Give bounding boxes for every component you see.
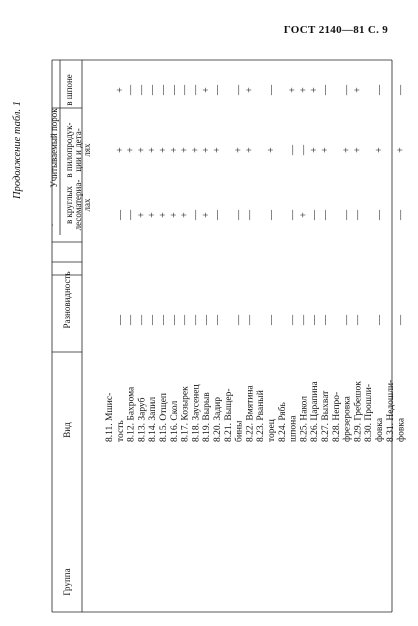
round-mark: — — [320, 210, 331, 220]
round-mark: — — [212, 210, 223, 220]
veneer-mark: — — [341, 85, 353, 95]
sawn-mark: + — [374, 147, 385, 153]
veneer-mark: + — [298, 87, 310, 93]
row-label: 8.23. Рваный — [256, 390, 267, 442]
row-label: 8.25. Накол — [299, 396, 310, 442]
veneer-mark: + — [201, 87, 213, 93]
row-label: 8.11. Мшис- — [105, 392, 115, 442]
row-label: 8.12. Бахрома — [126, 386, 137, 442]
sawn-mark: — — [287, 145, 299, 155]
variety-mark: — — [168, 315, 180, 325]
sawn-mark: + — [320, 147, 331, 153]
round-mark: + — [179, 212, 191, 218]
round-mark: + — [298, 212, 310, 218]
row-label: фовка — [396, 417, 407, 442]
variety-mark: — — [244, 315, 256, 325]
veneer-mark: + — [114, 87, 126, 93]
row-label: фовка — [375, 417, 385, 442]
veneer-mark: — — [125, 85, 137, 95]
round-mark: — — [125, 210, 137, 220]
sawn-mark: + — [158, 147, 169, 153]
page-header: ГОСТ 2140—81 С. 9 — [283, 24, 388, 36]
round-header-line: в круглых — [64, 185, 74, 225]
round-mark: — — [114, 210, 126, 220]
variety-mark: — — [298, 315, 310, 325]
row-label: 8.31. Недошли- — [385, 379, 396, 442]
veneer-mark: — — [233, 85, 245, 95]
variety-mark: — — [114, 315, 126, 325]
row-label: 8.15. Отщеп — [159, 392, 169, 442]
row-label: 8.21. Выщер- — [223, 388, 234, 442]
sawn-mark: + — [114, 147, 126, 153]
variety-header: Разновидность — [62, 271, 72, 329]
veneer-mark: — — [320, 85, 331, 95]
round-mark: + — [158, 212, 169, 218]
sawn-mark: + — [190, 147, 202, 153]
variety-mark: — — [179, 315, 191, 325]
round-header-line: лесоматериа- — [73, 179, 83, 231]
variety-mark: — — [374, 315, 385, 325]
veneer-mark: — — [158, 85, 169, 95]
row-label: шпона — [288, 415, 299, 442]
round-mark: — — [395, 210, 407, 220]
sawn-mark: + — [244, 147, 256, 153]
variety-mark: — — [158, 315, 169, 325]
sawn-mark: + — [395, 147, 407, 153]
round-mark: — — [352, 210, 364, 220]
sawn-header-line: лях — [82, 143, 92, 157]
sawn-mark: + — [136, 147, 148, 153]
variety-mark: — — [212, 315, 223, 325]
row-label: 8.17. Козырек — [180, 386, 191, 442]
row-label: 8.20. Задир — [213, 396, 223, 442]
row-label: 8.19. Вырыв — [202, 392, 213, 442]
sawn-header-line: ции и дета- — [73, 128, 83, 172]
variety-mark: — — [233, 315, 245, 325]
row-label: 8.13. Заруб — [137, 397, 148, 442]
row-label: 8.27. Выхват — [321, 390, 331, 442]
round-mark: — — [190, 210, 202, 220]
group-header: Группа — [62, 568, 72, 596]
row-label: 8.22. Вмятина — [245, 385, 256, 442]
veneer-mark: — — [168, 85, 180, 95]
row-label: 8.26. Царапина — [310, 381, 321, 442]
veneer-mark: — — [190, 85, 202, 95]
round-mark: + — [168, 212, 180, 218]
round-mark: — — [341, 210, 353, 220]
round-mark: — — [287, 210, 299, 220]
sawn-mark: + — [266, 147, 277, 153]
sawn-mark: + — [179, 147, 191, 153]
sawn-mark: + — [125, 147, 137, 153]
row-label: 8.30. Прошли- — [364, 383, 375, 442]
variety-mark: — — [309, 315, 321, 325]
sawn-mark: + — [147, 147, 159, 153]
veneer-mark: — — [374, 85, 385, 95]
round-mark: + — [147, 212, 159, 218]
row-label: фрезеровка — [342, 396, 353, 442]
kind-header: Вид — [62, 422, 72, 438]
variety-mark: — — [136, 315, 148, 325]
sawn-mark: + — [168, 147, 180, 153]
variety-mark: — — [352, 315, 364, 325]
round-mark: — — [266, 210, 277, 220]
variety-mark: — — [125, 315, 137, 325]
round-mark: — — [233, 210, 245, 220]
sawn-mark: + — [212, 147, 223, 153]
variety-mark: — — [395, 315, 407, 325]
sawn-mark: + — [233, 147, 245, 153]
row-label: бины — [234, 420, 245, 442]
sawn-mark: + — [352, 147, 364, 153]
variety-mark: — — [147, 315, 159, 325]
threshold-group-header: Учитываемый порок — [49, 108, 59, 188]
row-label: тость — [115, 420, 126, 442]
round-header-line: лах — [82, 198, 92, 212]
veneer-mark: — — [147, 85, 159, 95]
row-label: 8.24. Рябь — [277, 402, 288, 442]
row-label: 8.16. Скол — [169, 400, 180, 442]
row-label: торец — [267, 419, 277, 442]
veneer-mark: — — [212, 85, 223, 95]
round-mark: + — [136, 212, 148, 218]
row-label: 8.18. Заусенец — [191, 384, 202, 442]
veneer-mark: — — [136, 85, 148, 95]
round-mark: — — [244, 210, 256, 220]
sawn-header-line: в пилопродук- — [64, 122, 74, 178]
veneer-mark: + — [287, 87, 299, 93]
round-mark: — — [374, 210, 385, 220]
sawn-mark: + — [201, 147, 213, 153]
veneer-mark: + — [352, 87, 364, 93]
row-label: 8.29. Гребешок — [353, 381, 364, 442]
sawn-mark: — — [298, 145, 310, 155]
row-label: 8.14. Запил — [148, 396, 159, 442]
veneer-mark: — — [179, 85, 191, 95]
round-mark: — — [309, 210, 321, 220]
variety-mark: — — [341, 315, 353, 325]
round-mark: + — [201, 212, 213, 218]
veneer-header-line: в шпоне — [64, 74, 74, 106]
variety-mark: — — [266, 315, 277, 325]
variety-mark: — — [190, 315, 202, 325]
veneer-mark: + — [309, 87, 321, 93]
variety-mark: — — [320, 315, 331, 325]
continuation-title: Продолжение табл. 1 — [12, 101, 23, 199]
veneer-mark: — — [395, 85, 407, 95]
row-label: 8.28. Непро- — [331, 391, 342, 442]
sawn-mark: + — [309, 147, 321, 153]
variety-mark: — — [287, 315, 299, 325]
veneer-mark: + — [244, 87, 256, 93]
variety-mark: — — [201, 315, 213, 325]
sawn-mark: + — [341, 147, 353, 153]
veneer-mark: — — [266, 85, 277, 95]
